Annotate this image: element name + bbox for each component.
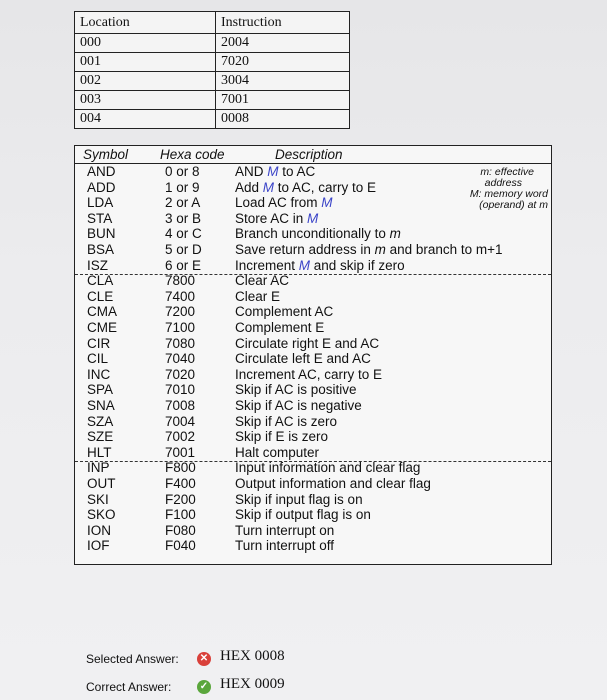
symbol-cell: INC (87, 366, 111, 382)
hex-cell: 7010 (165, 382, 196, 398)
hex-cell: F200 (165, 491, 196, 507)
symbol-cell: LDA (87, 195, 114, 211)
operand-symbol: M (267, 164, 279, 179)
instruction-row (75, 492, 551, 508)
hex-cell: 2 or A (165, 195, 201, 211)
operand-symbol: M (307, 210, 319, 226)
hex-cell: F040 (165, 538, 196, 554)
description-cell: Circulate left E and AC (235, 351, 371, 367)
description-text: Load AC from (235, 195, 322, 211)
program-table-row (75, 53, 350, 72)
operand-symbol: M (298, 257, 311, 273)
instruction-cell: 3004 (216, 72, 350, 91)
hex-cell: 7020 (165, 366, 196, 382)
column-header-description: Description (275, 147, 343, 162)
note-line: m: effective (480, 166, 534, 178)
description-cell: Input information and clear flag (235, 460, 421, 476)
instruction-row (75, 414, 551, 430)
instruction-cell: 7001 (216, 91, 350, 110)
operand-symbol: M (321, 195, 333, 211)
selected-answer-value: HEX 0008 (220, 648, 285, 664)
hex-cell: 7800 (165, 273, 196, 289)
description-cell: Circulate right E and AC (235, 335, 380, 351)
description-cell: Complement AC (235, 304, 334, 320)
hex-cell: F800 (165, 460, 196, 476)
program-table-row (75, 72, 350, 91)
note-line: M: memory word (469, 188, 548, 200)
description-text: Branch unconditionally to (235, 226, 390, 242)
symbol-cell: SNA (87, 398, 115, 413)
hex-cell: 7004 (165, 413, 196, 429)
symbol-cell: OUT (87, 476, 116, 491)
hex-cell: 7040 (165, 351, 196, 367)
location-cell: 000 (75, 34, 216, 53)
instruction-row (75, 195, 551, 211)
instruction-row (75, 460, 551, 476)
symbol-cell: SZA (87, 413, 114, 429)
description-cell (235, 242, 503, 258)
hex-cell: 6 or E (165, 257, 202, 273)
instruction-row (75, 164, 551, 180)
instruction-row (75, 304, 551, 320)
symbol-cell: CIL (87, 351, 109, 367)
description-cell (235, 226, 401, 242)
description-cell (235, 180, 376, 196)
operand-symbol: m (389, 226, 401, 242)
instruction-row (75, 242, 551, 258)
symbol-cell: CLE (87, 288, 114, 304)
symbol-cell: ADD (87, 179, 116, 195)
selected-answer-label: Selected Answer: (86, 652, 179, 666)
hex-cell: 7200 (165, 304, 196, 320)
instruction-row (75, 538, 551, 554)
instruction-row (75, 177, 551, 196)
note-line: address (484, 177, 522, 189)
instruction-row (75, 226, 551, 242)
column-header-instruction: Instruction (216, 12, 350, 34)
hex-cell: F080 (165, 522, 196, 538)
description-cell (235, 195, 333, 211)
hex-cell: 3 or B (165, 210, 202, 226)
hex-cell: 7001 (165, 444, 196, 460)
instruction-row (75, 320, 551, 336)
instruction-cell: 0008 (216, 110, 350, 129)
description-cell: Turn interrupt on (235, 522, 335, 538)
column-header-location: Location (75, 12, 216, 34)
symbol-cell: STA (87, 210, 113, 226)
instruction-row (75, 351, 551, 367)
program-table-row (75, 34, 350, 53)
description-text: Add (235, 179, 263, 195)
instruction-row (75, 523, 551, 539)
symbol-cell: BSA (87, 242, 115, 257)
symbol-cell: INP (87, 460, 110, 476)
symbol-cell: HLT (87, 444, 112, 460)
description-cell (235, 258, 405, 274)
column-header-hex: Hexa code (160, 147, 225, 162)
description-cell: Skip if AC is negative (235, 398, 362, 413)
correct-answer-label: Correct Answer: (86, 680, 172, 694)
instruction-row (75, 382, 551, 398)
hex-cell: 1 or 9 (165, 179, 200, 195)
instruction-row (75, 258, 551, 274)
instruction-row (75, 273, 551, 289)
correct-answer-value: HEX 0009 (220, 676, 285, 692)
description-text: and branch to m+1 (385, 242, 503, 257)
symbol-cell: ION (87, 522, 112, 538)
hex-cell: 5 or D (165, 242, 202, 257)
symbol-cell: CME (87, 320, 117, 335)
symbol-cell: SPA (87, 382, 114, 398)
description-cell (235, 164, 315, 180)
hex-cell: 0 or 8 (165, 164, 200, 179)
symbol-cell: CIR (87, 335, 111, 351)
hex-cell: 4 or C (165, 226, 202, 242)
hex-cell: 7100 (165, 320, 196, 335)
instruction-cell: 7020 (216, 53, 350, 72)
description-cell: Skip if output flag is on (235, 507, 371, 523)
description-cell: Clear AC (235, 273, 290, 289)
description-cell: Skip if input flag is on (235, 491, 363, 507)
correct-check-icon: ✓ (197, 680, 211, 694)
description-cell: Halt computer (235, 444, 320, 460)
symbol-cell: AND (87, 164, 116, 179)
operand-symbol: M (262, 179, 275, 195)
location-cell: 002 (75, 72, 216, 91)
description-cell: Skip if AC is positive (235, 382, 357, 398)
description-cell (235, 211, 318, 227)
symbol-cell: CMA (87, 304, 117, 320)
hex-cell: F400 (165, 476, 196, 491)
program-table (74, 11, 350, 129)
description-cell: Clear E (235, 288, 281, 304)
instruction-row (75, 507, 551, 523)
hex-cell: 7400 (165, 288, 196, 304)
location-cell: 001 (75, 53, 216, 72)
description-cell: Complement E (235, 320, 325, 335)
description-cell: Skip if E is zero (235, 429, 329, 445)
program-table-row (75, 110, 350, 129)
symbol-cell: CLA (87, 273, 114, 289)
instruction-row (75, 476, 551, 492)
description-text: Save return address in (235, 242, 375, 257)
description-text: to AC (278, 164, 316, 179)
description-text: to AC, carry to E (274, 179, 377, 195)
symbol-cell: IOF (87, 538, 110, 554)
symbol-cell: SZE (87, 429, 114, 445)
description-text: and skip if zero (310, 257, 405, 273)
column-header-symbol: Symbol (83, 147, 129, 162)
description-text: AND (235, 164, 268, 179)
symbol-cell: BUN (87, 226, 116, 242)
instruction-row (75, 367, 551, 383)
description-text: Increment (235, 257, 299, 273)
hex-cell: F100 (165, 507, 196, 523)
instruction-row (75, 445, 551, 461)
description-cell: Output information and clear flag (235, 476, 431, 491)
instruction-row (75, 289, 551, 305)
operand-symbol: m (374, 242, 386, 257)
instruction-row (75, 336, 551, 352)
location-cell: 003 (75, 91, 216, 110)
instruction-set-table (74, 145, 552, 565)
symbol-cell: ISZ (87, 257, 109, 273)
instruction-row (75, 398, 551, 414)
description-text: Store AC in (235, 210, 308, 226)
program-table-row (75, 91, 350, 110)
symbol-cell: SKI (87, 491, 109, 507)
instruction-row (75, 211, 551, 227)
symbol-cell: SKO (87, 507, 116, 523)
hex-cell: 7080 (165, 335, 196, 351)
incorrect-icon: ✕ (197, 652, 211, 666)
location-cell: 004 (75, 110, 216, 129)
instruction-set-header (75, 146, 551, 164)
instruction-cell: 2004 (216, 34, 350, 53)
description-cell: Skip if AC is zero (235, 413, 338, 429)
description-cell: Turn interrupt off (235, 538, 335, 554)
note-line: (operand) at m (479, 199, 548, 211)
instruction-row (75, 429, 551, 445)
hex-cell: 7002 (165, 429, 196, 445)
hex-cell: 7008 (165, 398, 196, 413)
description-cell: Increment AC, carry to E (235, 366, 383, 382)
program-table-header (75, 12, 350, 34)
